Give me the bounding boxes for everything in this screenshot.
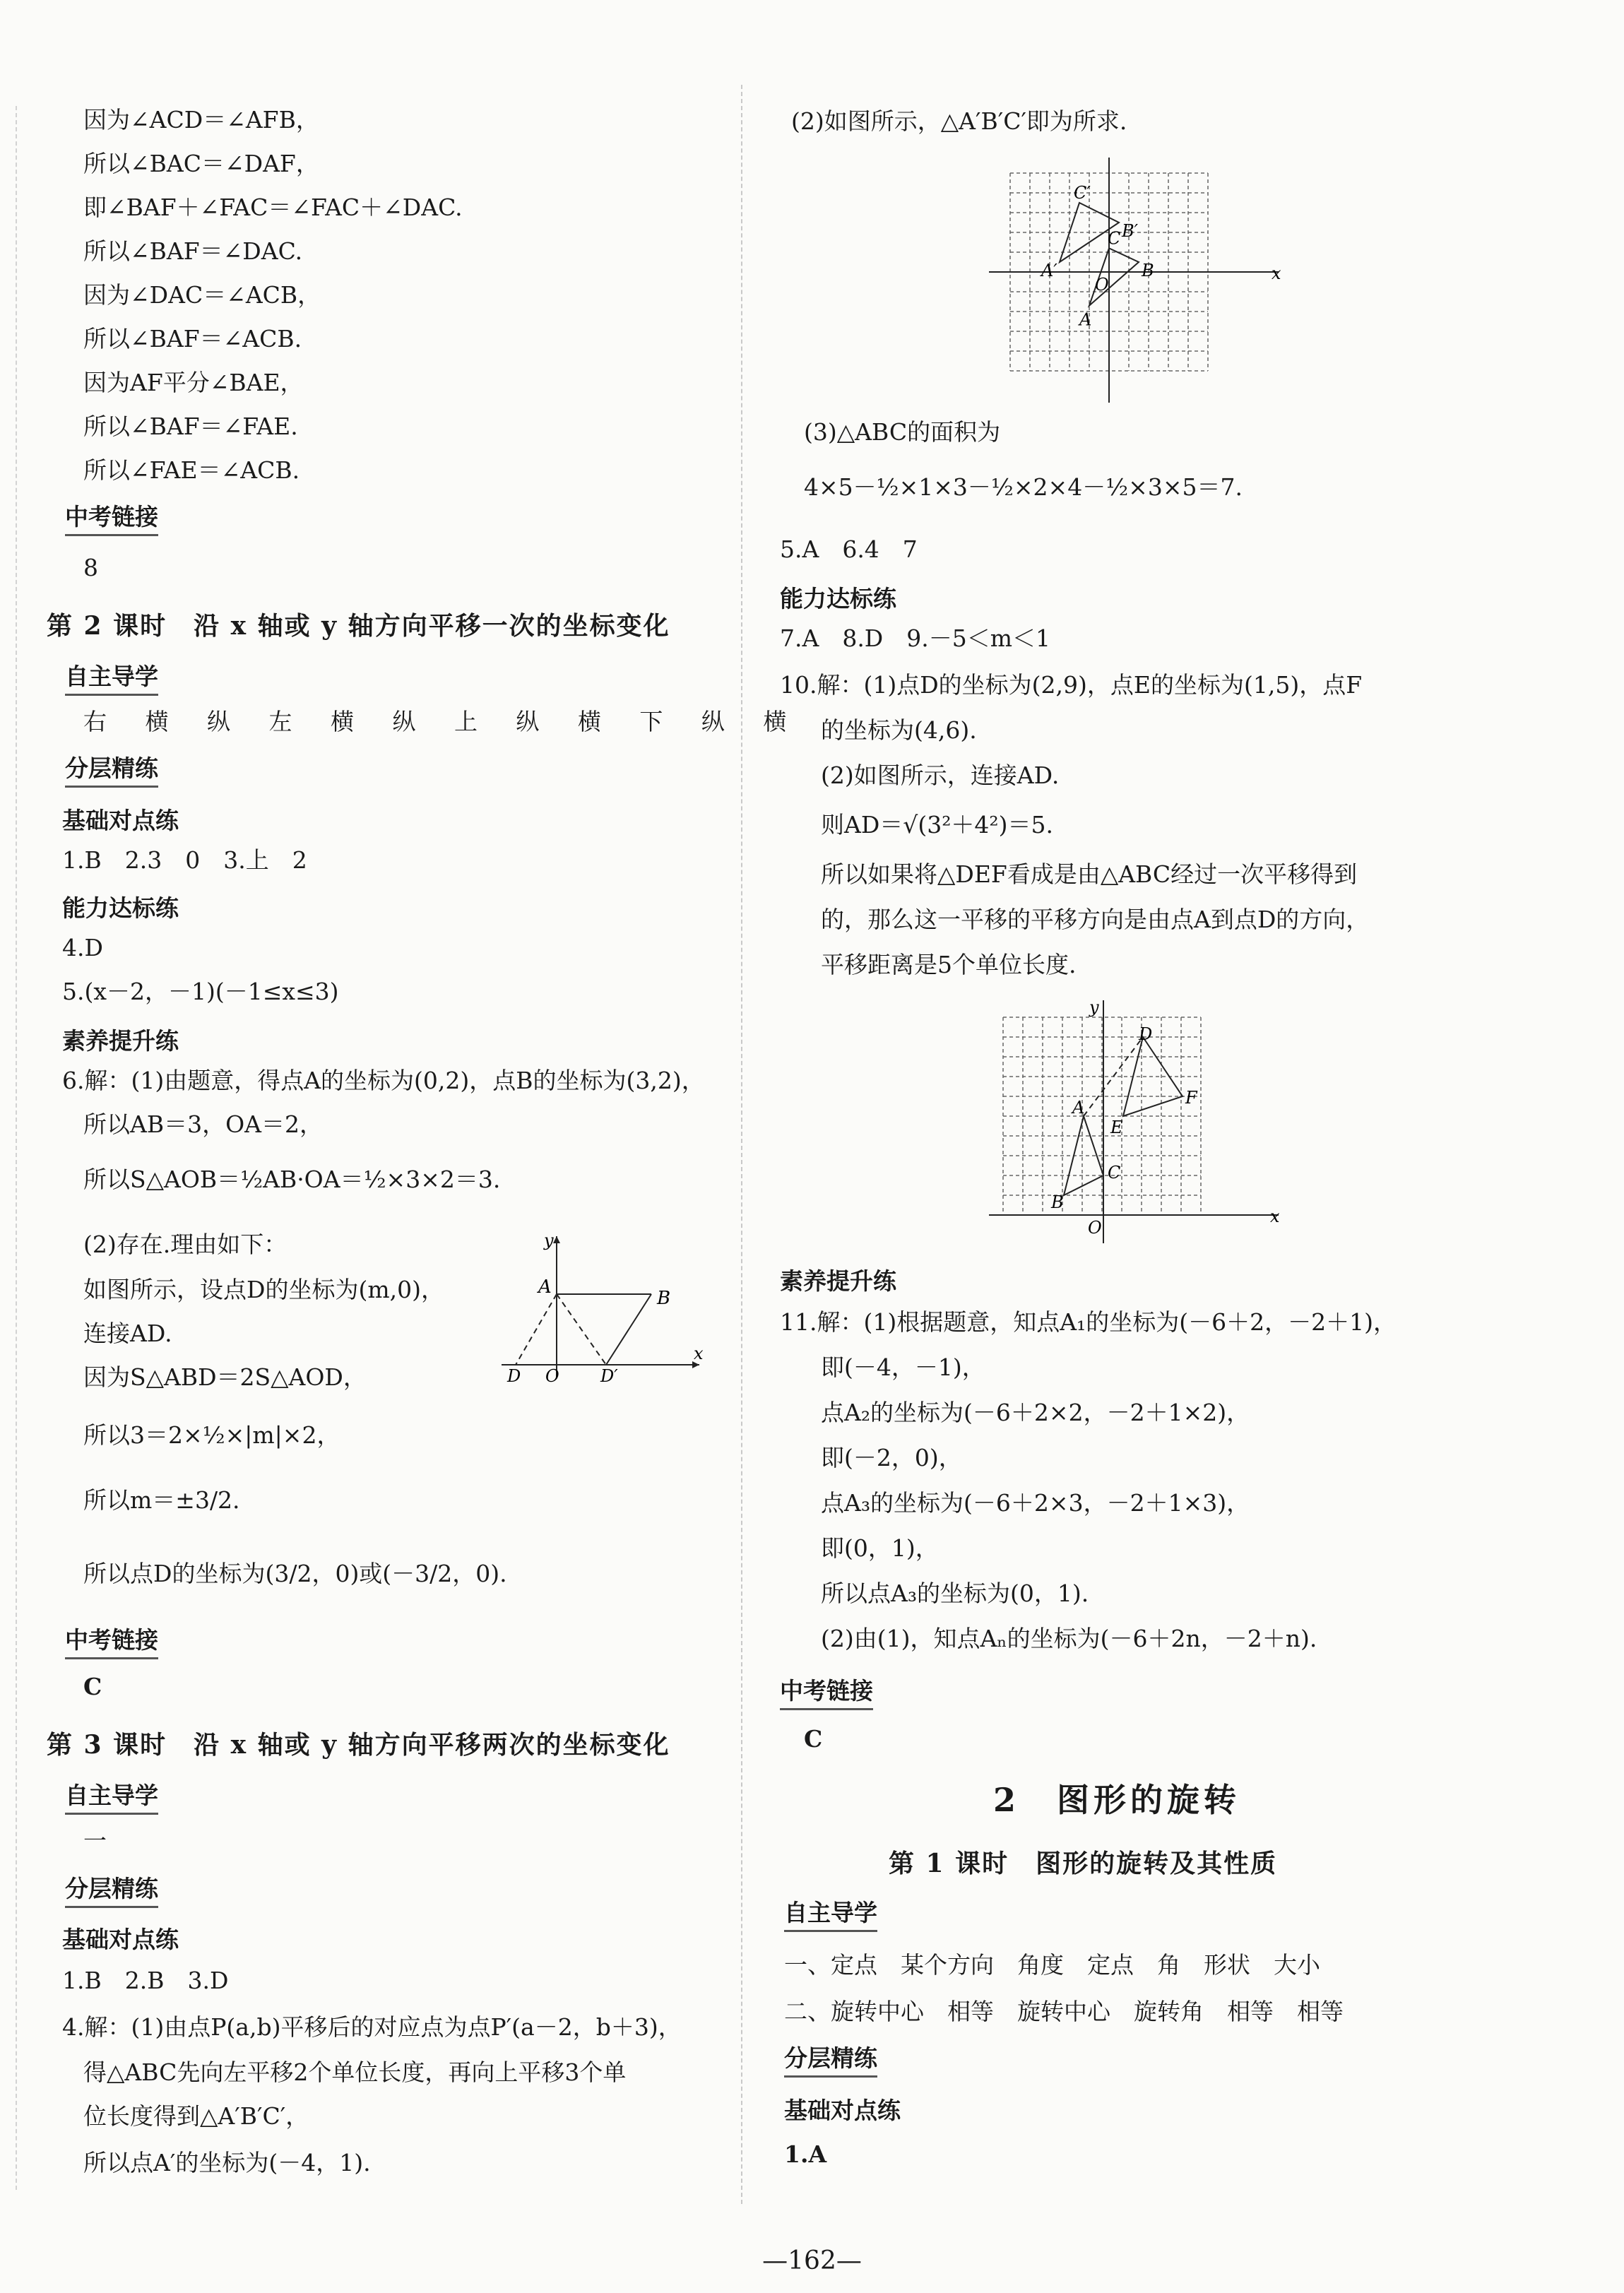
figure-grid-triangles xyxy=(989,996,1286,1250)
answer-text: 二、旋转中心 相等 旋转中心 旋转角 相等 相等 xyxy=(784,1998,1344,2025)
lesson-title: 第 3 课时 沿 x 轴或 y 轴方向平移两次的坐标变化 xyxy=(47,1730,670,1760)
point-label-D: D xyxy=(1139,1024,1153,1044)
solution-line: 得△ABC先向左平移2个单位长度，再向上平移3个单 xyxy=(83,2058,627,2086)
point-label-A: A xyxy=(1072,1098,1085,1118)
point-label-Dprime: D′ xyxy=(600,1366,618,1385)
solution-line: 因为S△ABD＝2S△AOD， xyxy=(83,1363,367,1391)
section-heading-fenceng: 分层精练 xyxy=(65,1873,158,1908)
point-label-C: C xyxy=(1108,1163,1121,1183)
subsection-heading: 素养提升练 xyxy=(62,1027,179,1055)
solution-line: 4×5－½×1×3－½×2×4－½×3×5＝7. xyxy=(804,473,1243,501)
chapter-title: 2 图形的旋转 xyxy=(993,1781,1241,1819)
point-label-F: F xyxy=(1185,1088,1197,1108)
subsection-heading: 基础对点练 xyxy=(62,807,179,834)
answer-text: 8 xyxy=(83,554,98,581)
point-label-Bprime: B′ xyxy=(1122,221,1139,241)
solution-line: 所以如果将△DEF看成是由△ABC经过一次平移得到 xyxy=(821,860,1358,888)
answer-text: 7.A 8.D 9.－5＜m＜1 xyxy=(780,624,1051,652)
solution-line: (2)由(1)，知点Aₙ的坐标为(－6＋2n，－2＋n). xyxy=(821,1625,1317,1652)
column-divider xyxy=(741,85,742,2204)
figure-coordinate-triangle xyxy=(487,1229,713,1385)
point-label-C: C xyxy=(1108,228,1121,249)
x-axis-label: x xyxy=(1270,1207,1280,1226)
section-heading-fenceng: 分层精练 xyxy=(784,2043,877,2078)
solution-line: (2)如图所示，△A′B′C′即为所求. xyxy=(791,107,1127,135)
lesson-title: 第 2 课时 沿 x 轴或 y 轴方向平移一次的坐标变化 xyxy=(47,611,670,641)
point-label-Aprime: A′ xyxy=(1041,261,1057,280)
y-axis-label: y xyxy=(1089,997,1099,1017)
answer-text: 5.(x－2，－1)(－1≤x≤3) xyxy=(62,978,339,1005)
section-heading-zhongkao: 中考链接 xyxy=(65,502,158,536)
solution-line: 则AD＝√(3²＋4²)＝5. xyxy=(821,811,1054,839)
solution-line: 即(0，1)， xyxy=(821,1534,939,1562)
answer-text: 右 横 纵 左 横 纵 上 纵 横 下 纵 横 xyxy=(83,708,802,735)
answer-text: 1.A xyxy=(784,2140,827,2168)
text-line: 所以∠BAF＝∠FAE. xyxy=(83,413,298,440)
figure-grid-translation xyxy=(989,152,1286,406)
answer-text: 一、定点 某个方向 角度 定点 角 形状 大小 xyxy=(784,1951,1320,1979)
solution-line: 6.解：(1)由题意，得点A的坐标为(0,2)，点B的坐标为(3,2)， xyxy=(62,1067,705,1094)
subsection-heading: 素养提升练 xyxy=(780,1267,896,1295)
subsection-heading: 能力达标练 xyxy=(780,585,896,612)
solution-line: 位长度得到△A′B′C′， xyxy=(83,2102,309,2130)
x-axis-label: x xyxy=(1272,263,1281,283)
text-line: 因为∠ACD＝∠AFB， xyxy=(83,106,319,134)
solution-line: 11.解：(1)根据题意，知点A₁的坐标为(－6＋2，－2＋1)， xyxy=(780,1308,1397,1336)
solution-line: 即(－2，0)， xyxy=(821,1444,962,1471)
subsection-heading: 能力达标练 xyxy=(62,894,179,922)
point-label-B: B xyxy=(657,1288,671,1309)
point-label-B: B xyxy=(1142,261,1154,280)
section-heading-zizhu: 自主导学 xyxy=(65,661,158,696)
origin-label: O xyxy=(545,1366,559,1385)
text-line: 因为AF平分∠BAE， xyxy=(83,369,304,396)
solution-line: 平移距离是5个单位长度. xyxy=(821,951,1077,978)
solution-line: 所以AB＝3，OA＝2， xyxy=(83,1110,323,1138)
answer-text: 1.B 2.3 0 3.上 2 xyxy=(62,846,307,874)
section-heading-zizhu: 自主导学 xyxy=(784,1897,877,1932)
section-heading-zhongkao: 中考链接 xyxy=(780,1676,873,1710)
text-line: 因为∠DAC＝∠ACB， xyxy=(83,281,321,309)
answer-text: 4.D xyxy=(62,934,103,961)
solution-line: 4.解：(1)由点P(a,b)平移后的对应点为点P′(a－2，b＋3)， xyxy=(62,2013,682,2041)
section-heading-zizhu: 自主导学 xyxy=(65,1780,158,1815)
solution-line: 所以点D的坐标为(3/2，0)或(－3/2，0). xyxy=(83,1560,507,1587)
answer-text: 一 xyxy=(83,1827,107,1854)
page-number: —162— xyxy=(762,2246,862,2275)
answer-text: 1.B 2.B 3.D xyxy=(62,1967,229,1994)
section-heading-zhongkao: 中考链接 xyxy=(65,1625,158,1659)
solution-line: 所以点A′的坐标为(－4，1). xyxy=(83,2149,371,2176)
answer-text: C xyxy=(83,1673,102,1700)
section-heading-fenceng: 分层精练 xyxy=(65,753,158,788)
lesson-title: 第 1 课时 图形的旋转及其性质 xyxy=(889,1849,1278,1878)
solution-line: 连接AD. xyxy=(83,1320,172,1347)
subsection-heading: 基础对点练 xyxy=(62,1926,179,1953)
answer-text: 5.A 6.4 7 xyxy=(780,535,918,563)
text-line: 所以∠FAE＝∠ACB. xyxy=(83,456,300,484)
solution-line: 的，那么这一平移的平移方向是由点A到点D的方向， xyxy=(821,906,1370,933)
point-label-Cprime: C′ xyxy=(1074,183,1091,203)
solution-line: (2)如图所示，连接AD. xyxy=(821,762,1060,789)
origin-label: O xyxy=(1095,275,1109,295)
solution-line: 点A₃的坐标为(－6＋2×3，－2＋1×3)， xyxy=(821,1489,1250,1517)
x-axis-label: x xyxy=(694,1344,704,1363)
point-label-E: E xyxy=(1110,1118,1123,1137)
solution-line: 所以3＝2×½×|m|×2， xyxy=(83,1421,340,1449)
text-line: 所以∠BAC＝∠DAF， xyxy=(83,150,319,177)
solution-line: (3)△ABC的面积为 xyxy=(804,418,1001,446)
y-axis-label: y xyxy=(544,1231,554,1250)
solution-line: 10.解：(1)点D的坐标为(2,9)，点E的坐标为(1,5)，点F xyxy=(780,671,1363,699)
solution-line: 所以S△AOB＝½AB·OA＝½×3×2＝3. xyxy=(83,1166,501,1193)
text-line: 所以∠BAF＝∠ACB. xyxy=(83,325,302,352)
solution-line: 的坐标为(4,6). xyxy=(821,716,977,744)
text-line: 所以∠BAF＝∠DAC. xyxy=(83,237,303,265)
solution-line: 如图所示，设点D的坐标为(m,0)， xyxy=(83,1276,444,1303)
point-label-B: B xyxy=(1051,1192,1064,1212)
subsection-heading: 基础对点练 xyxy=(784,2097,901,2124)
point-label-A: A xyxy=(538,1276,552,1298)
point-label-D: D xyxy=(507,1366,521,1385)
origin-label: O xyxy=(1088,1218,1102,1238)
point-label-A: A xyxy=(1079,309,1092,330)
answer-text: C xyxy=(804,1725,823,1753)
solution-line: 所以m＝±3/2. xyxy=(83,1486,240,1514)
solution-line: 所以点A₃的坐标为(0，1). xyxy=(821,1580,1089,1607)
solution-line: 点A₂的坐标为(－6＋2×2，－2＋1×2)， xyxy=(821,1399,1250,1426)
solution-line: 即(－4，－1)， xyxy=(821,1353,985,1381)
text-line: 即∠BAF＋∠FAC＝∠FAC＋∠DAC. xyxy=(83,194,463,221)
left-margin-dashes xyxy=(16,106,17,2190)
solution-line: (2)存在.理由如下： xyxy=(83,1231,288,1258)
